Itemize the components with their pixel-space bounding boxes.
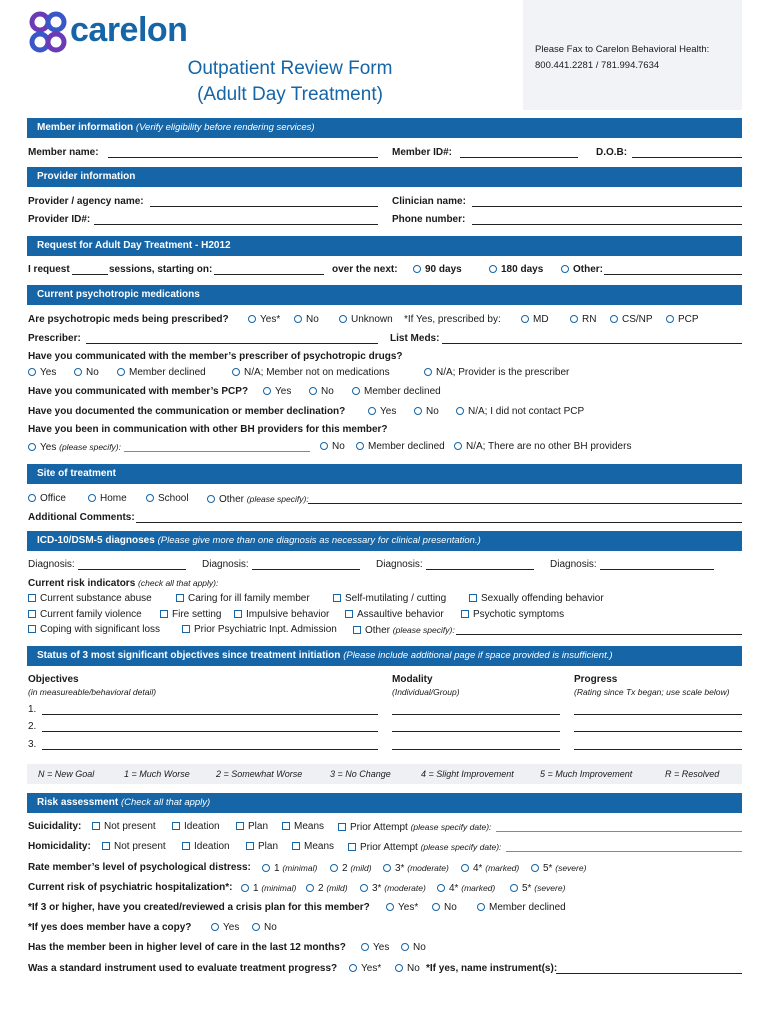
radio-bh-yes[interactable]: Yes (please specify): bbox=[28, 441, 121, 454]
check-homicidality-ideation[interactable]: Ideation bbox=[182, 841, 230, 853]
radio-documented-na[interactable]: N/A; I did not contact PCP bbox=[456, 406, 584, 418]
modality-col-sub: (Individual/Group) bbox=[392, 687, 460, 697]
radio-pcp-comm-declined[interactable]: Member declined bbox=[352, 386, 441, 398]
prescribed-by-label: *If Yes, prescribed by: bbox=[404, 314, 501, 325]
suicidality-label: Suicidality: bbox=[28, 821, 82, 832]
radio-prescriber-comm-na-notmeds[interactable]: N/A; Member not on medications bbox=[232, 367, 390, 379]
radio-documented-no[interactable]: No bbox=[414, 406, 439, 418]
diagnosis-field-3[interactable] bbox=[426, 569, 534, 570]
radio-other-duration[interactable]: Other: bbox=[561, 264, 603, 276]
clinician-name-label: Clinician name: bbox=[392, 196, 466, 207]
check-suicidality-not-present[interactable]: Not present bbox=[92, 821, 156, 833]
logo-mark-icon bbox=[28, 10, 68, 54]
progress-1-field[interactable] bbox=[574, 714, 742, 715]
over-next-label: over the next: bbox=[332, 264, 398, 275]
radio-hosp-1[interactable]: 1 (minimal) bbox=[241, 882, 296, 895]
check-caring-ill-family[interactable]: Caring for ill family member bbox=[176, 593, 310, 605]
phone-number-label: Phone number: bbox=[392, 214, 466, 225]
pcp-comm-question: Have you communicated with member’s PCP? bbox=[28, 386, 249, 397]
radio-site-home[interactable]: Home bbox=[88, 493, 127, 505]
scale-resolved: R = Resolved bbox=[665, 769, 720, 779]
list-meds-field[interactable] bbox=[442, 343, 742, 344]
radio-crisis-no[interactable]: No bbox=[432, 902, 457, 914]
member-id-label: Member ID#: bbox=[392, 147, 453, 158]
carelon-logo bbox=[28, 8, 208, 58]
check-homicidality-means[interactable]: Means bbox=[292, 841, 334, 853]
check-assaultive-behavior[interactable]: Assaultive behavior bbox=[345, 609, 444, 621]
diagnosis-label-4: Diagnosis: bbox=[550, 559, 597, 570]
radio-bh-na[interactable]: N/A; There are no other BH providers bbox=[454, 441, 631, 453]
sessions-count-field[interactable] bbox=[72, 274, 108, 275]
radio-bh-no[interactable]: No bbox=[320, 441, 345, 453]
radio-copy-yes[interactable]: Yes bbox=[211, 922, 239, 934]
radio-prescriber-comm-yes[interactable]: Yes bbox=[28, 367, 56, 379]
radio-site-other[interactable]: Other (please specify): bbox=[207, 493, 309, 506]
progress-2-field[interactable] bbox=[574, 731, 742, 732]
objectives-col-sub: (in measureable/behavioral detail) bbox=[28, 687, 157, 697]
meds-bar: Current psychotropic medications bbox=[27, 285, 742, 305]
instrument-name-field[interactable] bbox=[556, 973, 742, 974]
radio-hosp-2[interactable]: 2 (mild) bbox=[306, 882, 348, 895]
scale-much-improvement: 5 = Much Improvement bbox=[540, 769, 633, 779]
radio-site-office[interactable]: Office bbox=[28, 493, 66, 505]
objective-3-field[interactable] bbox=[42, 749, 378, 750]
radio-meds-no[interactable]: No bbox=[294, 314, 319, 326]
check-homicidality-prior-attempt[interactable]: Prior Attempt (please specify date): bbox=[348, 841, 501, 854]
progress-scale-legend bbox=[27, 764, 742, 784]
radio-hosp-5[interactable]: 5* (severe) bbox=[510, 882, 565, 895]
check-impulsive-behavior[interactable]: Impulsive behavior bbox=[234, 609, 329, 621]
scale-slight-improvement: 4 = Slight Improvement bbox=[421, 769, 514, 779]
distress-question: Rate member’s level of psychological distress: bbox=[28, 862, 251, 873]
modality-1-field[interactable] bbox=[392, 714, 560, 715]
check-self-mutilating[interactable]: Self-mutilating / cutting bbox=[333, 593, 446, 605]
fax-box bbox=[523, 0, 742, 110]
documented-question: Have you documented the communication or member declination? bbox=[28, 406, 346, 417]
bh-providers-question: Have you been in communication with other BH providers for this member? bbox=[28, 424, 388, 435]
risk-other-field[interactable] bbox=[456, 634, 742, 635]
radio-meds-yes[interactable]: Yes* bbox=[248, 314, 280, 326]
phone-number-field[interactable] bbox=[472, 224, 742, 225]
scale-no-change: 3 = No Change bbox=[330, 769, 391, 779]
dob-label: D.O.B: bbox=[596, 147, 628, 158]
objective-row-2-number: 2. bbox=[28, 721, 37, 732]
objective-row-1-number: 1. bbox=[28, 704, 37, 715]
meds-prescribed-question: Are psychotropic meds being prescribed? bbox=[28, 314, 229, 325]
radio-site-school[interactable]: School bbox=[146, 493, 189, 505]
objective-row-3-number: 3. bbox=[28, 739, 37, 750]
radio-distress-2[interactable]: 2 (mild) bbox=[330, 862, 372, 875]
radio-distress-4[interactable]: 4* (marked) bbox=[461, 862, 519, 875]
start-date-field[interactable] bbox=[214, 274, 324, 275]
radio-prescriber-comm-declined[interactable]: Member declined bbox=[117, 367, 206, 379]
check-coping-loss[interactable]: Coping with significant loss bbox=[28, 624, 160, 636]
dob-field[interactable] bbox=[632, 157, 742, 158]
fax-label: Please Fax to Carelon Behavioral Health: bbox=[535, 44, 710, 55]
sessions-label: sessions, starting on: bbox=[109, 264, 213, 275]
diagnosis-field-4[interactable] bbox=[600, 569, 714, 570]
radio-90-days[interactable]: 90 days bbox=[413, 264, 462, 276]
progress-col-sub: (Rating since Tx began; use scale below) bbox=[574, 687, 730, 697]
radio-crisis-yes[interactable]: Yes* bbox=[386, 902, 418, 914]
instrument-question: Was a standard instrument used to evaluate treatment progress? bbox=[28, 963, 338, 974]
check-homicidality-plan[interactable]: Plan bbox=[246, 841, 278, 853]
radio-meds-unknown[interactable]: Unknown bbox=[339, 314, 393, 326]
modality-2-field[interactable] bbox=[392, 731, 560, 732]
radio-pcp-comm-no[interactable]: No bbox=[309, 386, 334, 398]
request-bar: Request for Adult Day Treatment - H2012 bbox=[27, 236, 742, 256]
clinician-name-field[interactable] bbox=[472, 206, 742, 207]
i-request-label: I request bbox=[28, 264, 70, 275]
diagnosis-label-1: Diagnosis: bbox=[28, 559, 75, 570]
additional-comments-label: Additional Comments: bbox=[28, 512, 135, 523]
radio-documented-yes[interactable]: Yes bbox=[368, 406, 396, 418]
prescriber-comm-question: Have you communicated with the member’s prescriber of psychotropic drugs? bbox=[28, 351, 403, 362]
instrument-name-label: *If yes, name instrument(s): bbox=[426, 963, 558, 974]
radio-higher-no[interactable]: No bbox=[401, 942, 426, 954]
check-substance-abuse[interactable]: Current substance abuse bbox=[28, 593, 152, 605]
radio-pcp-comm-yes[interactable]: Yes bbox=[263, 386, 291, 398]
additional-comments-field[interactable] bbox=[136, 522, 742, 523]
radio-hosp-3[interactable]: 3* (moderate) bbox=[360, 882, 426, 895]
check-suicidality-ideation[interactable]: Ideation bbox=[172, 821, 220, 833]
site-bar: Site of treatment bbox=[27, 464, 742, 484]
radio-distress-5[interactable]: 5* (severe) bbox=[531, 862, 586, 875]
radio-bh-declined[interactable]: Member declined bbox=[356, 441, 445, 453]
prescriber-field[interactable] bbox=[86, 343, 378, 344]
objectives-bar: Status of 3 most significant objectives since treatment initiation (Please include additional page if space provided is insufficient.) bbox=[27, 646, 742, 666]
radio-prescriber-comm-no[interactable]: No bbox=[74, 367, 99, 379]
objective-1-field[interactable] bbox=[42, 714, 378, 715]
radio-prescribed-csnp[interactable]: CS/NP bbox=[610, 314, 653, 326]
radio-prescribed-pcp[interactable]: PCP bbox=[666, 314, 699, 326]
radio-higher-yes[interactable]: Yes bbox=[361, 942, 389, 954]
check-risk-other[interactable]: Other (please specify): bbox=[353, 624, 455, 637]
form-title: Outpatient Review Form bbox=[187, 58, 393, 79]
provider-id-field[interactable] bbox=[94, 224, 378, 225]
member-id-field[interactable] bbox=[460, 157, 578, 158]
radio-prescribed-rn[interactable]: RN bbox=[570, 314, 596, 326]
other-duration-field[interactable] bbox=[604, 274, 742, 275]
diagnosis-field-1[interactable] bbox=[78, 569, 186, 570]
progress-3-field[interactable] bbox=[574, 749, 742, 750]
objectives-col-head: Objectives bbox=[28, 674, 79, 685]
scale-much-worse: 1 = Much Worse bbox=[124, 769, 190, 779]
modality-3-field[interactable] bbox=[392, 749, 560, 750]
check-psychotic-symptoms[interactable]: Psychotic symptoms bbox=[461, 609, 564, 621]
form-subtitle: (Adult Day Treatment) bbox=[197, 84, 383, 105]
scale-somewhat-worse: 2 = Somewhat Worse bbox=[216, 769, 303, 779]
risk-assessment-bar: Risk assessment (Check all that apply) bbox=[27, 793, 742, 813]
check-sexually-offending[interactable]: Sexually offending behavior bbox=[469, 593, 604, 605]
objective-2-field[interactable] bbox=[42, 731, 378, 732]
homicidality-label: Homicidality: bbox=[28, 841, 91, 852]
check-suicidality-plan[interactable]: Plan bbox=[236, 821, 268, 833]
risk-indicators-label: Current risk indicators (check all that apply): bbox=[28, 578, 219, 589]
check-prior-admission[interactable]: Prior Psychiatric Inpt. Admission bbox=[182, 624, 337, 636]
radio-copy-no[interactable]: No bbox=[252, 922, 277, 934]
check-homicidality-not-present[interactable]: Not present bbox=[102, 841, 166, 853]
check-suicidality-means[interactable]: Means bbox=[282, 821, 324, 833]
provider-agency-field[interactable] bbox=[150, 206, 378, 207]
site-other-field[interactable] bbox=[308, 503, 742, 504]
progress-col-head: Progress bbox=[574, 674, 618, 685]
provider-agency-label: Provider / agency name: bbox=[28, 196, 144, 207]
crisis-plan-question: *If 3 or higher, have you created/reviewed a crisis plan for this member? bbox=[28, 902, 370, 913]
homicidality-attempt-date-field[interactable] bbox=[506, 851, 742, 852]
scale-new-goal: N = New Goal bbox=[38, 769, 95, 779]
hospitalization-question: Current risk of psychiatric hospitalization*: bbox=[28, 882, 233, 893]
logo-text: carelon bbox=[70, 11, 188, 49]
provider-id-label: Provider ID#: bbox=[28, 214, 91, 225]
provider-info-bar: Provider information bbox=[27, 167, 742, 187]
radio-hosp-4[interactable]: 4* (marked) bbox=[437, 882, 495, 895]
radio-prescriber-comm-na-prescriber[interactable]: N/A; Provider is the prescriber bbox=[424, 367, 569, 379]
check-family-violence[interactable]: Current family violence bbox=[28, 609, 142, 621]
fax-numbers: 800.441.2281 / 781.994.7634 bbox=[535, 60, 660, 71]
prescriber-label: Prescriber: bbox=[28, 333, 81, 344]
radio-instrument-no[interactable]: No bbox=[395, 963, 420, 975]
radio-distress-3[interactable]: 3* (moderate) bbox=[383, 862, 449, 875]
list-meds-label: List Meds: bbox=[390, 333, 440, 344]
check-suicidality-prior-attempt[interactable]: Prior Attempt (please specify date): bbox=[338, 821, 491, 834]
radio-instrument-yes[interactable]: Yes* bbox=[349, 963, 381, 975]
higher-care-question: Has the member been in higher level of care in the last 12 months? bbox=[28, 942, 346, 953]
member-name-field[interactable] bbox=[108, 157, 378, 158]
suicidality-attempt-date-field[interactable] bbox=[496, 831, 742, 832]
radio-crisis-declined[interactable]: Member declined bbox=[477, 902, 566, 914]
radio-180-days[interactable]: 180 days bbox=[489, 264, 543, 276]
radio-distress-1[interactable]: 1 (minimal) bbox=[262, 862, 317, 875]
member-info-bar: Member information (Verify eligibility before rendering services) bbox=[27, 118, 742, 138]
diagnosis-label-2: Diagnosis: bbox=[202, 559, 249, 570]
diagnosis-label-3: Diagnosis: bbox=[376, 559, 423, 570]
bh-providers-specify-field[interactable] bbox=[124, 451, 310, 452]
icd-bar: ICD-10/DSM-5 diagnoses (Please give more than one diagnosis as necessary for clinical presentation.) bbox=[27, 531, 742, 551]
modality-col-head: Modality bbox=[392, 674, 433, 685]
radio-prescribed-md[interactable]: MD bbox=[521, 314, 549, 326]
member-name-label: Member name: bbox=[28, 147, 99, 158]
diagnosis-field-2[interactable] bbox=[252, 569, 360, 570]
copy-question: *If yes does member have a copy? bbox=[28, 922, 192, 933]
check-fire-setting[interactable]: Fire setting bbox=[160, 609, 221, 621]
